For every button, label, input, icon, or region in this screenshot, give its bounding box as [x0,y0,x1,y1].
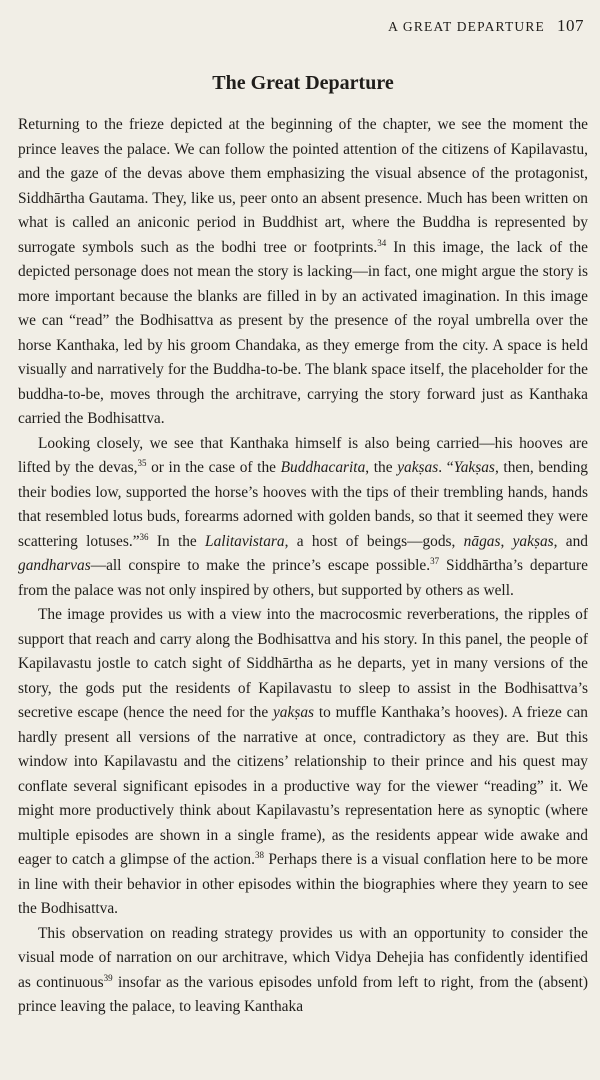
italic-term: gandharvas [18,557,91,574]
section-title: The Great Departure [212,72,394,94]
italic-term: nāgas [463,532,501,550]
paragraph-4 [18,922,588,1020]
text-run: In this image, the lack of the depicted personage does not mean the story is lacking—in fact, one might argue the story is more important because the blanks are filled in by an activated imagination. In this image we can “read” the Bodhisattva as present by the presence of the royal umbrella over the horse Kanthaka, led by his groom Chandaka, as they emerge from the city. A space is held visually and narratively for the Buddha-to-be. The blank space itself, the placeholder for the buddha-to-be, moves through the architrave, carrying the story forward just as Kanthaka carried the Bodhisattva. [18,238,588,427]
running-head [18,16,588,42]
text-run: The image provides us with a view into the macrocosmic reverberations, the ripples of support that reach and carry along the Bodhisattva and his story. In this panel, the people of Kapilavastu jostle to catch sight of Siddhārtha as he departs, yet in many versions of the story, the gods put the residents of Kapilavastu to sleep to assist in the Bodhisattva’s secretive escape (hence the need for the [18,606,588,721]
text-run: Looking closely, we see that Kanthaka himself is also being carried—his hooves are lifted by the devas, [18,434,588,476]
paragraph-1 [18,113,588,432]
footnote-ref-39[interactable]: 39 [103,972,113,983]
italic-term: yakṣas [512,532,554,550]
text-run: . “ [438,459,454,476]
text-run: Perhaps there is a visual conflation here to be more in line with their behavior in other episodes within the biographies where they yearn to see the Bodhisattva. [18,851,588,917]
paragraph-3 [18,603,588,922]
text-run: This observation on reading strategy provides us with an opportunity to consider the visual mode of narration on our architrave, which Vidya Dehejia has confidently identified as continuous [18,924,588,991]
body-text [18,113,588,1020]
footnote-ref-36[interactable]: 36 [139,531,149,542]
italic-title: Lalitavistara [205,532,285,550]
footnote-ref-35[interactable]: 35 [137,458,147,468]
text-run: or in the case of the [146,459,281,476]
text-run: to muffle Kanthaka’s hooves). A frieze can hardly present all versions of the narrative at once, contradictory as they are. But this window into Kapilavastu and the citizens’ relationship to their prince and his quest may conflate several significant episodes in a productive way for the viewer “reading” it. We might more productively think about Kapilavastu’s representation here as synoptic (where multiple episodes are shown in a single frame), as the residents appear wide awake and eager to catch a glimpse of the action. [18,704,588,868]
footnote-ref-34[interactable]: 34 [377,237,387,248]
text-run: , then, bending their bodies low, supported the horse’s hooves with the tips of their trembling hands, hands that resembled lotus buds, forearms adorned with golden bands, so that it seemed they were scattering lotuses.” [18,459,588,550]
text-run: Siddhārtha’s departure from the palace was not only inspired by others, but supported by others as well. [18,557,588,599]
text-run: , a host of beings—gods, [284,532,464,550]
text-run: , [500,532,513,550]
text-run: In the [148,532,206,550]
paragraph-2 [18,432,588,604]
text-run: , and [553,532,588,550]
footnote-ref-37[interactable]: 37 [430,556,440,566]
page-number: 107 [557,16,584,35]
italic-term: yakṣas [272,704,315,721]
running-head-title: A GREAT DEPARTURE [388,19,545,34]
italic-title: Buddhacarita [280,459,366,476]
italic-term: Yakṣas [453,459,495,476]
text-run: —all conspire to make the prince’s escape possible. [90,557,431,574]
italic-term: yakṣas [397,459,439,476]
text-run: , the [365,459,398,476]
text-run: Returning to the frieze depicted at the beginning of the chapter, we see the moment the prince leaves the palace. We can follow the pointed attention of the citizens of Kapilavastu, and the gaze of the devas above them emphasizing the visual absence of the protagonist, Siddhārtha Gautama. They, like us, peer onto an absent presence. Much has been written on what is called an aniconic period in Buddhist art, where the Buddha is represented by surrogate symbols such as the bodhi tree or footprints. [18,116,588,256]
text-run: insofar as the various episodes unfold from left to right, from the (absent) prince leaving the palace, to leaving Kanthaka [18,973,588,1015]
footnote-ref-38[interactable]: 38 [254,850,264,860]
